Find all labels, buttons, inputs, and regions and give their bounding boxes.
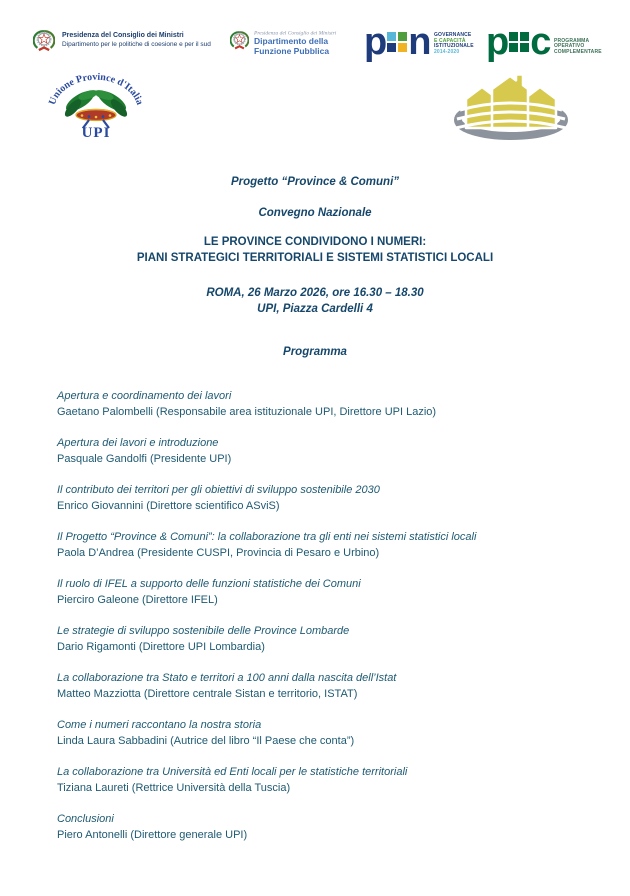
pon-square-icon xyxy=(387,32,407,52)
session-speaker: Gaetano Palombelli (Responsabile area istituzionale UPI, Direttore UPI Lazio) xyxy=(57,406,437,418)
logo-province-comuni xyxy=(452,72,570,147)
session-title: La collaborazione tra Stato e territori a 100 anni dalla nascita dell’Istat xyxy=(57,672,397,684)
svg-text:Unione Province d'Italia xyxy=(48,72,145,107)
fp-line1: Dipartimento della xyxy=(254,36,329,46)
upi-arc-text: Unione Province d'Italia xyxy=(48,71,146,107)
program-list xyxy=(57,388,582,858)
event-heading-line1: LE PROVINCE CONDIVIDONO I NUMERI: xyxy=(203,236,427,248)
pon-letter-p: p xyxy=(364,21,387,63)
pcm-coesione-subtitle: Dipartimento per le politiche di coesione e per il sud xyxy=(62,41,211,48)
session-speaker: Piero Antonelli (Direttore generale UPI) xyxy=(57,829,248,841)
event-heading-line2: PIANI STRATEGICI TERRITORIALI E SISTEMI STATISTICI LOCALI xyxy=(136,252,494,264)
session-speaker: Matteo Mazziotta (Direttore centrale Sistan e territorio, ISTAT) xyxy=(57,688,358,700)
session-speaker: Enrico Giovannini (Direttore scientifico ASviS) xyxy=(57,500,280,512)
program-item xyxy=(57,576,582,608)
program-item xyxy=(57,670,582,702)
program-item xyxy=(57,764,582,796)
program-item xyxy=(57,435,582,467)
fp-script-line: Presidenza del Consiglio dei Ministri xyxy=(254,30,337,36)
event-type: Convegno Nazionale xyxy=(258,207,372,219)
session-title: Le strategie di sviluppo sostenibile delle Province Lombarde xyxy=(57,625,350,637)
poc-letter-p: p xyxy=(486,21,509,63)
session-speaker: Tiziana Laureti (Rettrice Università della Tuscia) xyxy=(57,782,291,794)
poc-square-icon xyxy=(509,32,529,52)
logo-upi xyxy=(48,64,148,147)
italy-emblem-icon xyxy=(33,26,55,58)
project-title: Progetto “Province & Comuni” xyxy=(230,176,400,188)
session-title: Conclusioni xyxy=(57,813,114,825)
program-section-label: Programma xyxy=(283,346,347,358)
program-item xyxy=(57,388,582,420)
program-item xyxy=(57,529,582,561)
pon-caption: GOVERNANCE E CAPACITÀ ISTITUZIONALE 2014-2020 xyxy=(434,32,475,54)
upi-label: UPI xyxy=(81,125,111,141)
pcm-coesione-title: Presidenza del Consiglio dei Ministri xyxy=(62,32,184,39)
upi-crest-icon xyxy=(48,64,148,142)
session-title: Apertura dei lavori e introduzione xyxy=(57,437,219,449)
poc-caption: PROGRAMMA OPERATIVO COMPLEMENTARE xyxy=(554,37,603,54)
event-venue: UPI, Piazza Cardelli 4 xyxy=(257,303,373,315)
session-title: Apertura e coordinamento dei lavori xyxy=(57,390,232,402)
session-title: Come i numeri raccontano la nostra storia xyxy=(57,719,262,731)
logo-pcm-coesione xyxy=(33,26,211,58)
program-item xyxy=(57,811,582,843)
logo-poc xyxy=(486,21,630,63)
session-title: Il contributo dei territori per gli obiettivi di sviluppo sostenibile 2030 xyxy=(57,484,380,496)
italy-emblem-icon xyxy=(230,27,249,56)
session-speaker: Linda Laura Sabbadini (Autrice del libro “Il Paese che conta”) xyxy=(57,735,355,747)
session-title: Il Progetto “Province & Comuni”: la collaborazione tra gli enti nei sistemi statistici locali xyxy=(57,531,477,543)
session-title: Il ruolo di IFEL a supporto delle funzioni statistiche dei Comuni xyxy=(57,578,361,590)
program-item xyxy=(57,482,582,514)
session-speaker: Dario Rigamonti (Direttore UPI Lombardia) xyxy=(57,641,265,653)
fp-line2: Funzione Pubblica xyxy=(254,45,330,56)
title-block xyxy=(0,174,630,360)
pon-letter-n: n xyxy=(408,21,431,63)
houses-dome-icon xyxy=(452,72,570,142)
session-speaker: Pasquale Gandolfi (Presidente UPI) xyxy=(57,453,232,465)
program-item xyxy=(57,623,582,655)
session-speaker: Pierciro Galeone (Direttore IFEL) xyxy=(57,594,218,606)
poc-letter-c: c xyxy=(530,21,551,63)
session-speaker: Paola D’Andrea (Presidente CUSPI, Provincia di Pesaro e Urbino) xyxy=(57,547,380,559)
event-date: ROMA, 26 Marzo 2026, ore 16.30 – 18.30 xyxy=(206,287,424,299)
crown-icon xyxy=(76,110,116,121)
program-item xyxy=(57,717,582,749)
session-title: La collaborazione tra Università ed Enti locali per le statistiche territoriali xyxy=(57,766,408,778)
